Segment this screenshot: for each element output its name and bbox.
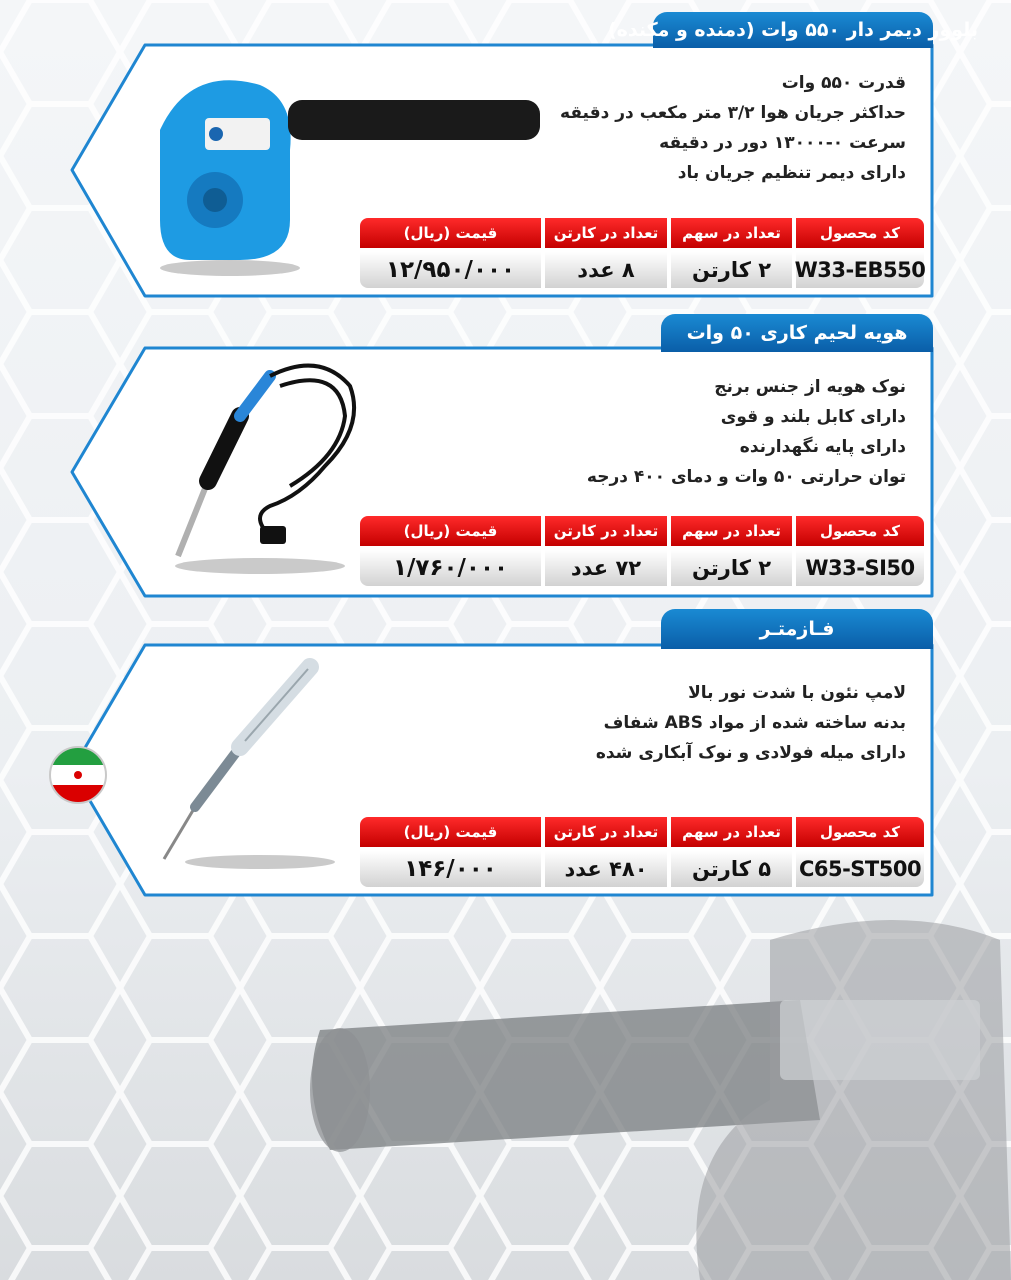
price-value: ۱۲/۹۵۰/۰۰۰: [360, 252, 541, 288]
feature-item: لامپ نئون با شدت نور بالا: [688, 683, 906, 703]
feature-item: دارای کابل بلند و قوی: [720, 407, 906, 427]
header-per-box: تعداد در سهم: [671, 218, 792, 248]
product-code: W33-EB550: [796, 252, 924, 288]
feature-item: حداکثر جریان هوا ۳/۲ متر مکعب در دقیقه: [560, 103, 906, 123]
per-carton-value: ۴۸۰ عدد: [545, 851, 667, 887]
product-card-blower: [0, 0, 1011, 310]
header-code: کد محصول: [796, 218, 924, 248]
header-per-box: تعداد در سهم: [671, 516, 792, 546]
voltage-tester-image: [150, 657, 350, 877]
soldering-iron-image: [150, 356, 370, 576]
product-code: C65-ST500: [796, 851, 924, 887]
header-price: قیمت (ریال): [360, 218, 541, 248]
spec-table: [360, 218, 924, 290]
header-per-carton: تعداد در کارتن: [545, 817, 667, 847]
per-box-value: ۲ کارتن: [671, 252, 792, 288]
product-title-tab: هویه لحیم کاری ۵۰ وات: [661, 314, 933, 352]
spec-table: [360, 817, 924, 889]
feature-item: نوک هویه از جنس برنج: [714, 377, 906, 397]
header-price: قیمت (ریال): [360, 817, 541, 847]
product-code: W33-SI50: [796, 550, 924, 586]
feature-list: [596, 678, 906, 768]
header-per-box: تعداد در سهم: [671, 817, 792, 847]
feature-item: دارای دیمر تنظیم جریان باد: [677, 163, 906, 183]
price-value: ۱۴۶/۰۰۰: [360, 851, 541, 887]
header-per-carton: تعداد در کارتن: [545, 516, 667, 546]
iran-flag-badge: [48, 745, 108, 805]
feature-item: توان حرارتی ۵۰ وات و دمای ۴۰۰ درجه: [586, 467, 906, 487]
header-code: کد محصول: [796, 817, 924, 847]
header-code: کد محصول: [796, 516, 924, 546]
per-carton-value: ۸ عدد: [545, 252, 667, 288]
feature-list: [560, 68, 906, 188]
product-title-tab: فـازمتـر: [661, 609, 933, 649]
product-card-voltage-tester: [0, 605, 1011, 905]
feature-item: دارای پایه نگهدارنده: [739, 437, 906, 457]
feature-item: قدرت ۵۵۰ وات: [781, 73, 906, 93]
feature-item: سرعت ۰-۱۳۰۰۰ دور در دقیقه: [659, 133, 906, 153]
feature-item: دارای میله فولادی و نوک آبکاری شده: [595, 743, 906, 763]
feature-item: بدنه ساخته شده از مواد ABS شفاف: [603, 713, 906, 733]
per-box-value: ۵ کارتن: [671, 851, 792, 887]
header-per-carton: تعداد در کارتن: [545, 218, 667, 248]
header-price: قیمت (ریال): [360, 516, 541, 546]
product-title-tab: بلوور دیمر دار ۵۵۰ وات (دمنده و مکنده): [653, 12, 933, 48]
per-box-value: ۲ کارتن: [671, 550, 792, 586]
feature-list: [587, 372, 906, 492]
per-carton-value: ۷۲ عدد: [545, 550, 667, 586]
product-card-soldering-iron: [0, 310, 1011, 610]
background-blower-photo: [300, 900, 1011, 1280]
price-value: ۱/۷۶۰/۰۰۰: [360, 550, 541, 586]
spec-table: [360, 516, 924, 588]
